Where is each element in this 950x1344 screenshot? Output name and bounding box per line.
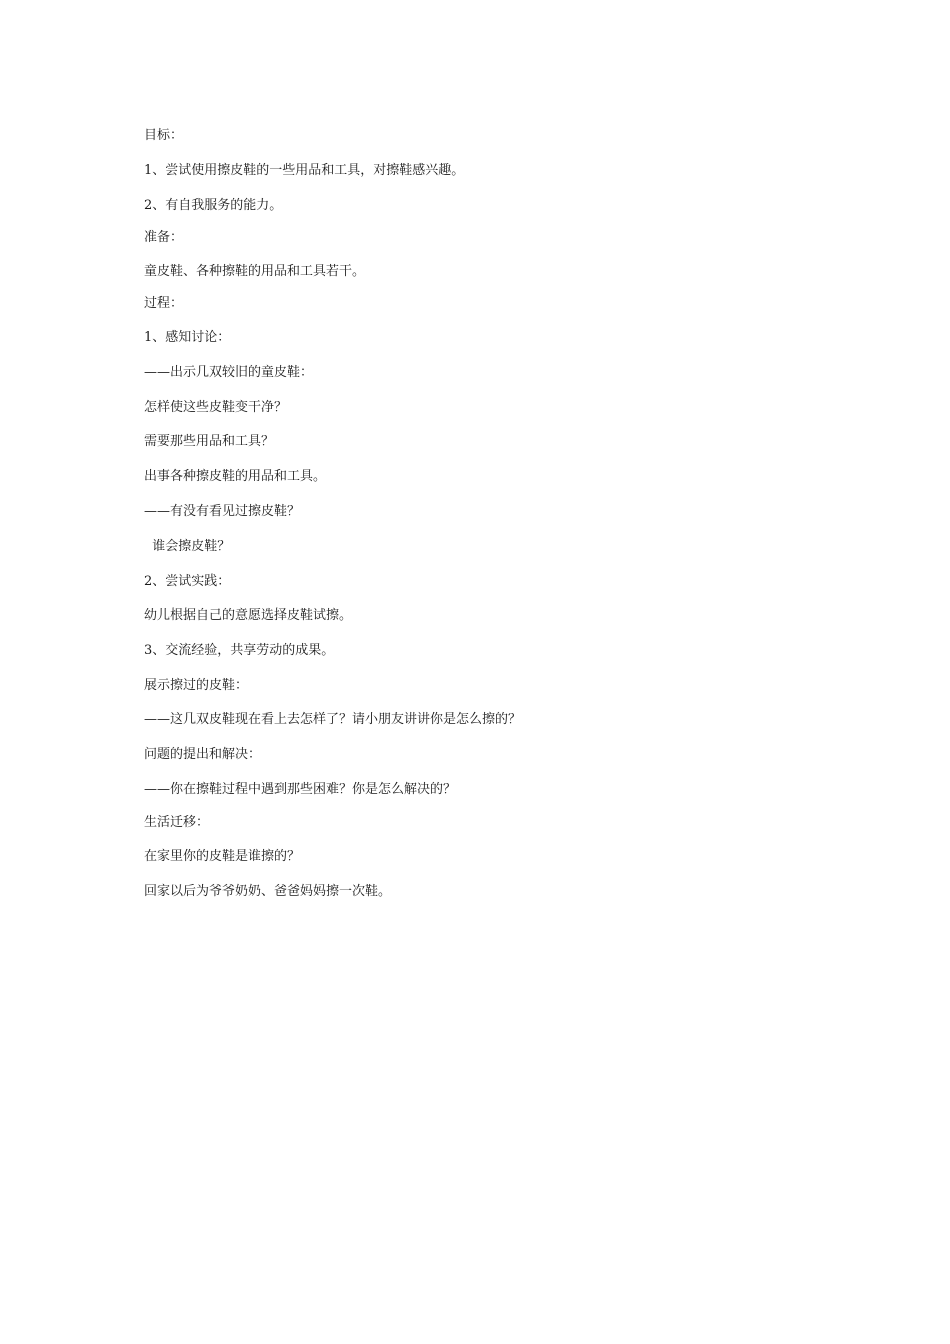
preparation-text: 童皮鞋、各种擦鞋的用品和工具若干。 (144, 264, 366, 279)
paragraph-line: 需要那些用品和工具？ (144, 434, 275, 449)
goal-item-1: 1、尝试使用擦皮鞋的一些用品和工具，对擦鞋感兴趣。 (144, 163, 465, 178)
paragraph-line: 展示擦过的皮鞋： (144, 678, 249, 693)
paragraph-line: 回家以后为爷爷奶奶、爸爸妈妈擦一次鞋。 (144, 884, 392, 899)
paragraph-line: 怎样使这些皮鞋变干净？ (144, 400, 288, 415)
paragraph-line: ——这几双皮鞋现在看上去怎样了？请小朋友讲讲你是怎么擦的？ (144, 712, 522, 727)
paragraph-line: ——出示几双较旧的童皮鞋： (144, 365, 314, 380)
heading-life-transfer: 生活迁移： (144, 815, 210, 830)
process-step-2: 2、尝试实践： (144, 574, 231, 589)
paragraph-line: ——你在擦鞋过程中遇到那些困难？你是怎么解决的？ (144, 782, 457, 797)
heading-preparation: 准备： (144, 230, 184, 245)
paragraph-line: 问题的提出和解决： (144, 747, 262, 762)
process-step-3: 3、交流经验，共享劳动的成果。 (144, 643, 335, 658)
paragraph-line: 在家里你的皮鞋是谁擦的？ (144, 849, 301, 864)
heading-process: 过程： (144, 296, 184, 311)
paragraph-line: 出事各种擦皮鞋的用品和工具。 (144, 469, 327, 484)
paragraph-line: ——有没有看见过擦皮鞋？ (144, 504, 301, 519)
heading-goals: 目标： (144, 128, 184, 143)
paragraph-line: 谁会擦皮鞋？ (144, 539, 231, 554)
goal-item-2: 2、有自我服务的能力。 (144, 198, 283, 213)
paragraph-line: 幼儿根据自己的意愿选择皮鞋试擦。 (144, 608, 353, 623)
process-step-1: 1、感知讨论： (144, 330, 231, 345)
